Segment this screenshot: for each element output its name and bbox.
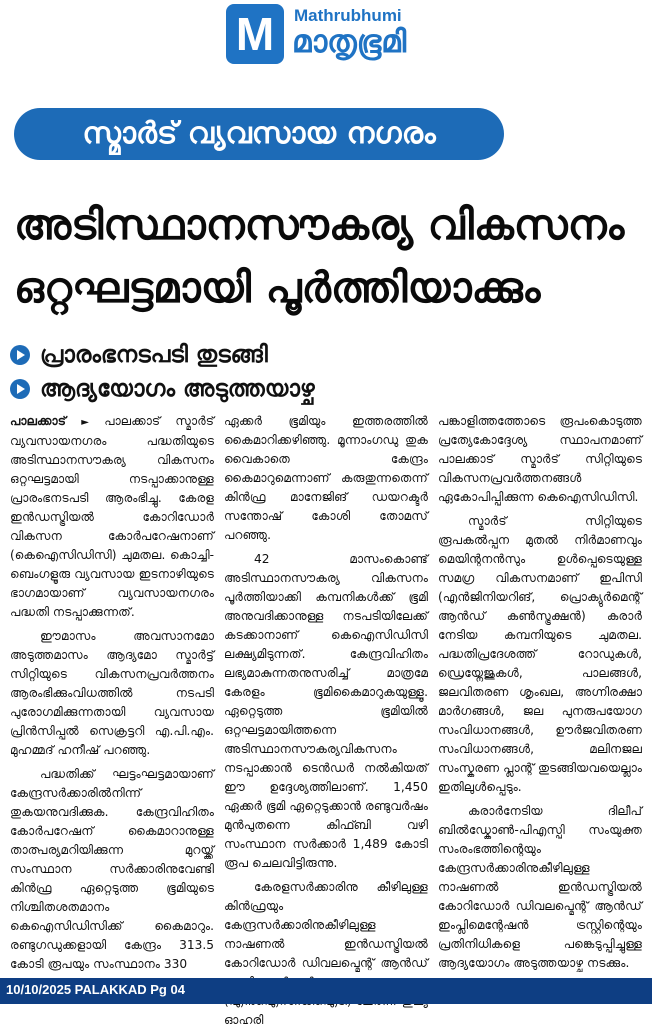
- article-paragraph: 42 മാസംകൊണ്ട് അടിസ്ഥാനസൗകര്യ വികസനം പൂർത്തിയാക്കി കമ്പനികൾക്ക് ഭൂമി അനുവദിക്കാനുള്ള നടപടിയിലേക്ക് കടക്കാനാണ് കെഐസിഡിസി ലക്ഷ്യമിടുന്നത്. കേന്ദ്രവിഹിതം ലഭ്യമാകുന്നതനുസരിച്ച് മാത്രമേ കേരളം ഭൂമികൈമാറുകയുള്ളൂ. ഏറ്റെടുത്ത ഭൂമിയിൽ ഒറ്റഘട്ടമായിത്തന്നെ അടിസ്ഥാനസൗകര്യവികസനം നടപ്പാക്കാൻ ടെൻഡർ നൽകിയത് ഈ ഉദ്ദേശ്യത്തിലാണ്. 1,450 ഏക്കർ ഭൂമി ഏറ്റെടുക്കാൻ രണ്ടുവർഷം മുൻപുതന്നെ കിഫ്ബി വഴി സംസ്ഥാന സർക്കാർ 1,489 കോടി രൂപ ചെലവിട്ടിരുന്നു.: [224, 552, 428, 870]
- article-column-2: [224, 412, 428, 1027]
- section-kicker: സ്മാർട് വ്യവസായ നഗരം: [14, 108, 504, 160]
- article-column-3: [438, 412, 642, 977]
- article-column-1: [10, 412, 214, 977]
- footer-bar: [0, 978, 652, 1004]
- deck-text: ആദ്യയോഗം അടുത്തയാഴ്ച: [40, 376, 315, 402]
- headline-line-2: ഒറ്റഘട്ടമായി പൂർത്തിയാക്കും: [14, 263, 541, 312]
- article-paragraph: [10, 412, 214, 622]
- article-paragraph: ഏക്കർ ഭൂമിയും ഇത്തരത്തിൽ കൈമാറിക്കഴിഞ്ഞു. മൂന്നാംഗഡു തുക വൈകാതെ കേന്ദ്രം കൈമാറുമെന്നാണ് കരുതുന്നതെന്ന് കിൻഫ്ര മാനേജിങ് ഡയറക്ടർ സന്തോഷ് കോശി തോമസ് പറഞ്ഞു.: [224, 414, 428, 542]
- dateline-arrow-icon: ►: [81, 417, 89, 428]
- edition-info: 10/10/2025 PALAKKAD Pg 04: [6, 982, 185, 997]
- brand-name-malayalam: മാതൃഭൂമി: [292, 24, 407, 60]
- play-bullet-icon: [10, 345, 30, 365]
- article-paragraph: പദ്ധതിക്ക് ഘട്ടംഘട്ടമായാണ് കേന്ദ്രസർക്കാരിൽനിന്ന് തുകയനുവദിക്കുക. കേന്ദ്രവിഹിതം കോർപറേഷന് കൈമാറാനുള്ള താത്പര്യമറിയിക്കുന്ന മുറയ്ക്ക് സംസ്ഥാന സർക്കാരിനുവേണ്ടി കിൻഫ്ര ഏറ്റെടുത്ത ഭൂമിയുടെ നിശ്ചിതശതമാനം കെഐസിഡിസിക്ക് കൈമാറും. രണ്ടുഗഡുക്കളായി കേന്ദ്രം 313.5 കോടി രൂപയും സംസ്ഥാനം 330: [10, 767, 214, 971]
- dateline: പാലക്കാട്: [10, 414, 67, 428]
- article-paragraph: കേരളസർക്കാരിനു കീഴിലുള്ള കിൻഫ്രയും കേന്ദ്രസർക്കാരിനുകീഴിലുള്ള നാഷണൽ ഇൻഡസ്ട്രിയൽ കോറിഡോർ ഡിവലപ്മെന്റ് ആൻഡ് ഓഹരി: [224, 880, 428, 1027]
- deck-text: പ്രാരംഭനടപടി തുടങ്ങി: [40, 342, 268, 368]
- article-paragraph: കരാർനേടിയ ദിലീപ് ബിൽഡ്കോൺ-പിഎസ്പി സംയുക്ത സംരംഭത്തിന്റെയും കേന്ദ്രസർക്കാരിനുകീഴിലുള്ള നാഷണൽ ഇൻഡസ്ട്രിയൽ കോറിഡോർ ഡിവലപ്മെന്റ് ആൻഡ് ഇംപ്ലിമെന്റേഷൻ ട്രസ്റ്റിന്റെയും പ്രതിനിധികളെ പങ്കെടുപ്പിച്ചുള്ള ആദ്യയോഗം അടുത്തയാഴ്ച നടക്കും.: [438, 804, 642, 970]
- deck-item: [10, 372, 610, 406]
- paragraph-text: പാലക്കാട് സ്മാർട് വ്യവസായനഗരം പദ്ധതിയുടെ അടിസ്ഥാനസൗകര്യ വികസനം ഒറ്റഘട്ടമായി നടപ്പാക്കാനുള്ള പ്രാരംഭനടപടി ആരംഭിച്ചു. കേരള ഇൻഡസ്ട്രിയൽ കോറിഡോർ വികസന കോർപറേഷനാണ് (കെഐസിഡിസി) ചുമതല. കൊച്ചി-ബെംഗളൂരു വ്യവസായ ഇടനാഴിയുടെ ഭാഗമായാണ് വ്യവസായനഗരം പദ്ധതി നടപ്പാക്കുന്നത്.: [10, 414, 215, 619]
- deck-item: [10, 338, 610, 372]
- masthead: [226, 2, 486, 68]
- play-bullet-icon: [10, 379, 30, 399]
- mathrubhumi-logo-icon: M: [226, 4, 284, 64]
- article-paragraph: സ്മാർട് സിറ്റിയുടെ രൂപകൽപ്പന മുതൽ നിർമാണവും മെയിന്റനൻസും ഉൾപ്പെടെയുള്ള സമഗ്ര വികസനമാണ് ഇപിസി (എൻജിനിയറിങ്, പ്രൊക്യുർമെന്റ് ആൻഡ് കൺസ്ട്രക്ഷൻ) കരാർ നേടിയ കമ്പനിയുടെ ചുമതല. പദ്ധതിപ്രദേശത്ത് റോഡുകൾ, ഡ്രെയ്നേജുകൾ, പാലങ്ങൾ, ജലവിതരണ ശൃംഖല, അഗ്നിരക്ഷാ മാർഗങ്ങൾ, ജല പുനരുപയോഗ സംവിധാനങ്ങൾ, ഊർജവിതരണ സംവിധാനങ്ങൾ, മലിനജല സംസ്കരണ പ്ലാന്റ് തുടങ്ങിയവയെല്ലാം ഇതിലുൾപ്പെടും.: [438, 514, 642, 794]
- article-paragraph: ഈമാസം അവസാനമോ അടുത്തമാസം ആദ്യമോ സ്മാർട്ട് സിറ്റിയുടെ വികസനപ്രവർത്തനം ആരംഭിക്കുംവിധത്തിൽ നടപടി പുരോഗമിക്കുന്നതായി വ്യവസായ പ്രിൻസിപ്പൽ സെക്രട്ടറി എ.പി.എം. മുഹമ്മദ് ഹനീഷ് പറഞ്ഞു.: [10, 629, 214, 757]
- brand-name-english: Mathrubhumi: [294, 6, 402, 25]
- article-paragraph: പങ്കാളിത്തത്തോടെ രൂപംകൊടുത്ത പ്രത്യേകോദ്ദേശ്യ സ്ഥാപനമാണ് പാലക്കാട് സ്മാർട് സിറ്റിയുടെ വികസനപ്രവർത്തനങ്ങൾ ഏകോപിപ്പിക്കുന്ന കെഐസിഡിസി.: [438, 414, 642, 504]
- headline-line-1: അടിസ്ഥാനസൗകര്യ വികസനം: [14, 200, 625, 249]
